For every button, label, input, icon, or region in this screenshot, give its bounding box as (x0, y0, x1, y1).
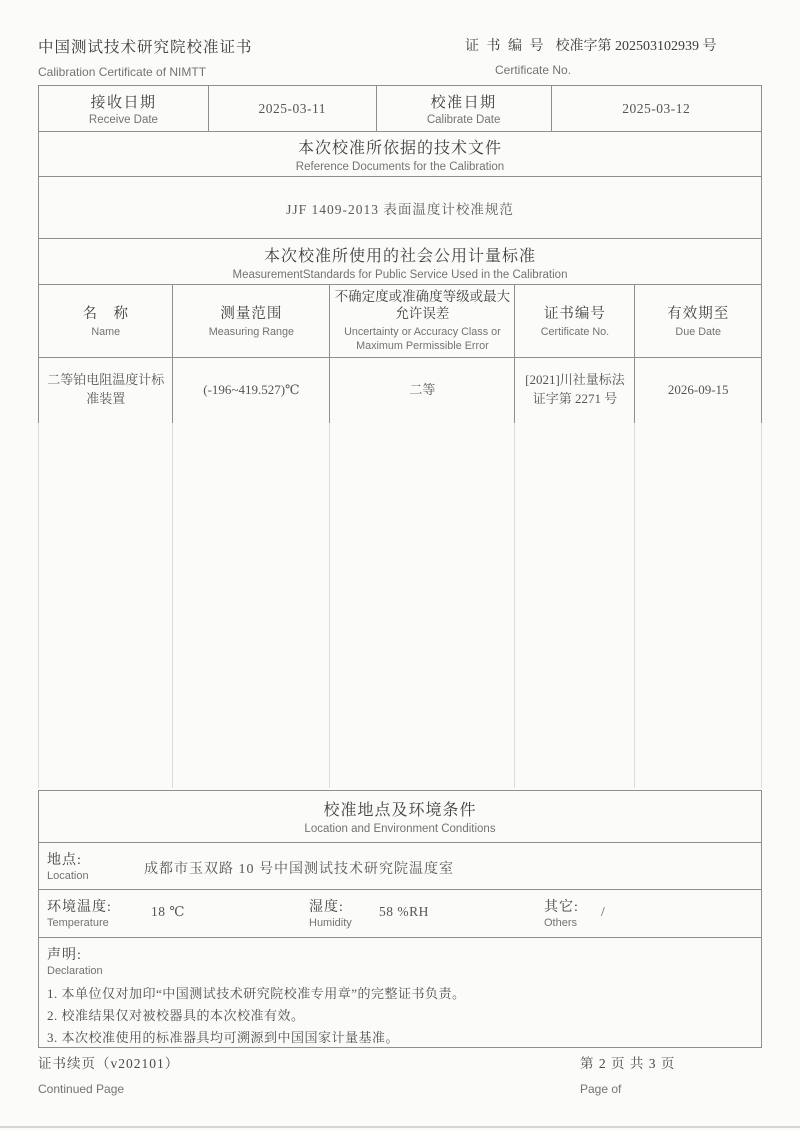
environment-header (39, 791, 761, 842)
certificate-number-label-en: Certificate No. (495, 63, 572, 77)
location-row (39, 842, 761, 889)
standard-range: (-196~419.527)℃ (173, 358, 330, 423)
standards-empty-cell (173, 423, 330, 788)
declaration-items (47, 983, 753, 1049)
receive-date-value: 2025-03-11 (208, 86, 376, 132)
certificate-content (38, 35, 762, 1048)
standards-data-row (39, 358, 762, 423)
certificate-number-line (465, 35, 762, 55)
certificate-title-cn: 中国测试技术研究院校准证书 (38, 39, 253, 56)
col-certno-en: Certificate No. (540, 326, 610, 339)
col-range-cn: 测量范围 (220, 306, 283, 323)
footer-page-number-cn: 第 2 页 共 3 页 (580, 1056, 676, 1071)
others-label-cn: 其它: (544, 899, 579, 915)
temperature-label-en: Temperature (47, 916, 109, 929)
footer-page-number-en: Page of (580, 1082, 622, 1096)
location-label-en: Location (47, 869, 89, 882)
standards-empty-cell (515, 423, 635, 788)
declaration-label-cn: 声明: (47, 947, 82, 963)
col-name-cn: 名 称 (82, 306, 129, 323)
standards-table (38, 284, 762, 788)
declaration-item-3: 3. 本次校准使用的标准器具均可溯源到中国国家计量基准。 (47, 1029, 400, 1045)
environment-box (38, 790, 762, 1048)
calibrate-date-value: 2025-03-12 (551, 86, 761, 132)
humidity-label (309, 896, 352, 929)
footer-continued-block (38, 1052, 179, 1096)
col-duedate-en: Due Date (675, 326, 722, 339)
receive-date-label-cell (39, 86, 209, 132)
humidity-value: 58 %RH (379, 903, 429, 919)
col-range-header (173, 285, 330, 358)
col-duedate-header (635, 285, 762, 358)
conditions-row (39, 889, 761, 937)
standards-header-cn: 本次校准所使用的社会公用计量标准 (263, 247, 536, 265)
standard-name: 二等铂电阻温度计标准装置 (39, 358, 173, 423)
col-name-en: Name (91, 326, 121, 339)
col-uncertainty-header (330, 285, 515, 358)
col-certno-cn: 证书编号 (543, 306, 606, 323)
col-uncertainty-en: Uncertainty or Accuracy Class or Maximum Permissible Error (344, 325, 501, 352)
others-label (544, 896, 579, 929)
dates-table (38, 85, 762, 132)
footer-page-block (580, 1052, 675, 1096)
col-uncertainty-cn: 不确定度或准确度等级或最大允许误差 (334, 289, 511, 321)
location-label-cn: 地点: (47, 852, 82, 868)
reference-section-header (38, 131, 762, 177)
col-name-header (39, 285, 173, 358)
others-label-en: Others (544, 916, 578, 929)
standard-accuracy-class: 二等 (330, 358, 515, 423)
calibrate-date-label-cn: 校准日期 (430, 95, 497, 111)
col-duedate-cn: 有效期至 (667, 306, 730, 323)
humidity-label-en: Humidity (309, 916, 352, 929)
col-certno-header (515, 285, 635, 358)
temperature-value: 18 ℃ (151, 903, 185, 919)
col-range-en: Measuring Range (208, 326, 295, 339)
calibrate-date-label-cell (376, 86, 551, 132)
standards-empty-cell (635, 423, 762, 788)
scan-bottom-edge (0, 1126, 800, 1128)
temperature-label (47, 896, 112, 929)
environment-header-en: Location and Environment Conditions (304, 823, 496, 835)
standard-certificate-no: [2021]川社量标法证字第 2271 号 (515, 358, 635, 423)
receive-date-label-cn: 接收日期 (90, 95, 157, 111)
environment-header-cn: 校准地点及环境条件 (323, 802, 477, 819)
footer-continued-cn: 证书续页（v202101） (38, 1056, 180, 1071)
standards-empty-cell (330, 423, 515, 788)
dates-row (39, 86, 762, 132)
certificate-number-value: 校准字第 202503102939 号 (555, 39, 717, 54)
humidity-label-cn: 湿度: (309, 899, 344, 915)
certificate-number-label: 证 书 编 号 (465, 39, 546, 54)
declaration-item-1: 1. 本单位仅对加印“中国测试技术研究院校准专用章”的完整证书负责。 (47, 985, 466, 1001)
standard-due-date: 2026-09-15 (635, 358, 762, 423)
location-value: 成都市玉双路 10 号中国测试技术研究院温度室 (144, 861, 454, 877)
standards-header-row (39, 285, 762, 358)
calibrate-date-label-en: Calibrate Date (426, 114, 501, 126)
standards-header-en: MeasurementStandards for Public Service Used in the Calibration (232, 268, 568, 281)
certificate-header (38, 35, 762, 85)
standards-empty-row (39, 423, 762, 788)
others-value: / (601, 903, 606, 919)
certificate-title-en: Calibration Certificate of NIMTT (38, 65, 207, 79)
reference-document: JJF 1409-2013 表面温度计校准规范 (286, 201, 514, 217)
reference-document-row (38, 176, 762, 239)
declaration-label-en: Declaration (47, 964, 103, 977)
receive-date-label-en: Receive Date (88, 114, 158, 126)
certificate-number-block (465, 35, 762, 77)
location-label (47, 849, 89, 882)
declaration-row (39, 937, 761, 1047)
footer-continued-en: Continued Page (38, 1082, 125, 1096)
standards-section-header (38, 238, 762, 285)
declaration-item-2: 2. 校准结果仅对被校器具的本次校准有效。 (47, 1007, 305, 1023)
reference-header-en: Reference Documents for the Calibration (295, 161, 505, 173)
temperature-label-cn: 环境温度: (47, 899, 112, 915)
reference-header-cn: 本次校准所依据的技术文件 (297, 140, 502, 157)
standards-empty-cell (39, 423, 173, 788)
